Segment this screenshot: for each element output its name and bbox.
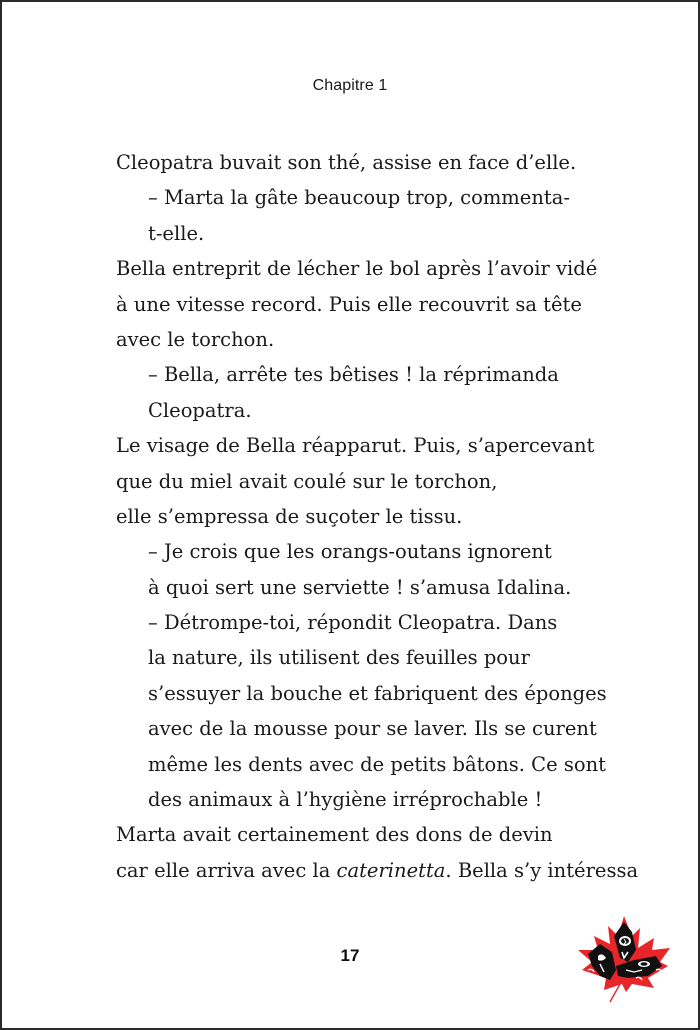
- page-number: 17: [340, 946, 360, 965]
- text-line: Le visage de Bella réapparut. Puis, s’apercevant: [116, 434, 595, 458]
- text-line: – Marta la gâte beaucoup trop, commenta-: [148, 186, 570, 210]
- text-line: la nature, ils utilisent des feuilles pour: [148, 646, 530, 670]
- text-line: – Détrompe-toi, répondit Cleopatra. Dans: [148, 611, 558, 635]
- text-line: avec de la mousse pour se laver. Ils se curent: [148, 717, 597, 741]
- text-line: Marta avait certainement des dons de devin: [116, 823, 553, 847]
- text-line: Cleopatra buvait son thé, assise en face d’elle.: [116, 151, 577, 174]
- text-line: t-elle.: [148, 221, 205, 245]
- text-segment: car elle arriva avec la: [116, 858, 337, 882]
- maple-leaf-totem-logo-icon: [574, 914, 674, 1004]
- text-line: avec le torchon.: [116, 327, 275, 351]
- text-line: des animaux à l’hygiène irréprochable !: [148, 788, 543, 812]
- text-line: Bella entreprit de lécher le bol après l’avoir vidé: [116, 257, 598, 281]
- text-line: que du miel avait coulé sur le torchon,: [116, 469, 498, 493]
- text-line: s’essuyer la bouche et fabriquent des éponges: [148, 681, 607, 705]
- body-text: [116, 145, 639, 888]
- text-line: Cleopatra.: [148, 398, 252, 422]
- text-line: même les dents avec de petits bâtons. Ce sont: [148, 752, 606, 776]
- text-line: à quoi sert une serviette ! s’amusa Idalina.: [148, 575, 572, 599]
- text-segment: . Bella s’y intéressa: [445, 858, 639, 882]
- text-line: elle s’empressa de suçoter le tissu.: [116, 504, 463, 528]
- italic-word: caterinetta: [336, 858, 446, 882]
- running-head: Chapitre 1: [312, 77, 388, 94]
- text-line: à une vitesse record. Puis elle recouvrit sa tête: [116, 292, 582, 316]
- text-line: – Je crois que les orangs-outans ignorent: [148, 540, 552, 564]
- text-line: – Bella, arrête tes bêtises ! la réprimanda: [148, 363, 559, 387]
- text-line-last: [116, 853, 639, 888]
